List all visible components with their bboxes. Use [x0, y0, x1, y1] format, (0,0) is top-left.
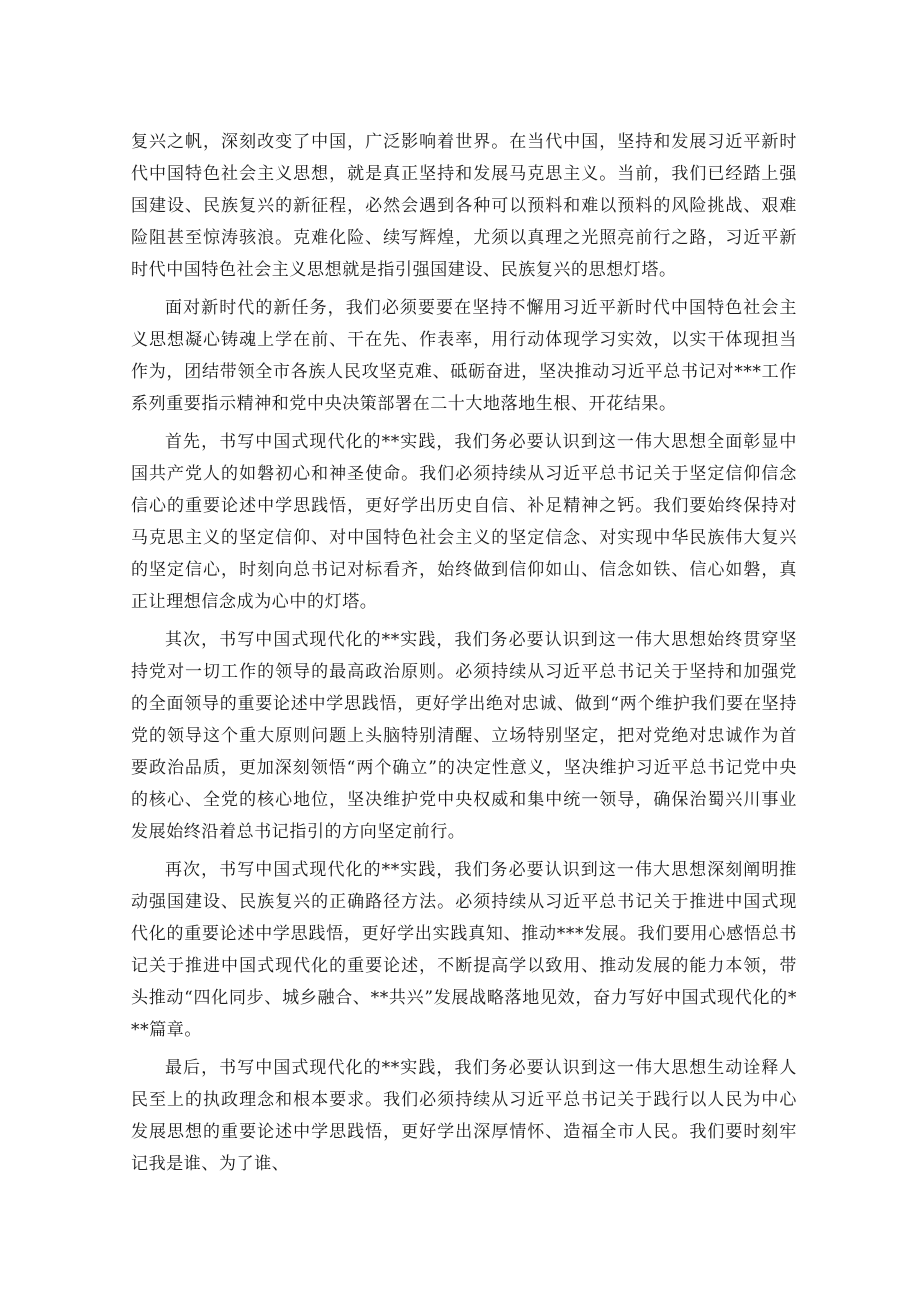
paragraph-3: 首先，书写中国式现代化的**实践，我们务必要认识到这一伟大思想全面彰显中国共产党人的如磐初心和神圣使命。我们必须持续从习近平总书记关于坚定信仰信念信心的重要论述中学思践悟，更好学出历史自信、补足精神之钙。我们要始终保持对马克思主义的坚定信仰、对中国特色社会主义的坚定信念、对实现中华民族伟大复兴的坚定信心，时刻向总书记对标看齐，始终做到信仰如山、信念如铁、信心如磐，真正让理想信念成为心中的灯塔。: [131, 432, 797, 612]
document-body: [131, 126, 797, 1180]
paragraph-2: 面对新时代的新任务，我们必须要要在坚持不懈用习近平新时代中国特色社会主义思想凝心铸魂上学在前、干在先、作表率，用行动体现学习实效，以实干体现担当作为，团结带领全市各族人民攻坚克难、砥砺奋进，坚决推动习近平总书记对***工作系列重要指示精神和党中央决策部署在二十大地落地生根、开花结果。: [131, 298, 797, 414]
paragraph-1: 复兴之帆，深刻改变了中国，广泛影响着世界。在当代中国，坚持和发展习近平新时代中国特色社会主义思想，就是真正坚持和发展马克思主义。当前，我们已经踏上强国建设、民族复兴的新征程，必然会遇到各种可以预料和难以预料的风险挑战、艰难险阻甚至惊涛骇浪。克难化险、续写辉煌，尤须以真理之光照亮前行之路，习近平新时代中国特色社会主义思想就是指引强国建设、民族复兴的思想灯塔。: [131, 132, 797, 280]
paragraph-6: 最后，书写中国式现代化的**实践，我们务必要认识到这一伟大思想生动诠释人民至上的执政理念和根本要求。我们必须持续从习近平总书记关于践行以人民为中心发展思想的重要论述中学思践悟，更好学出深厚情怀、造福全市人民。我们要时刻牢记我是谁、为了谁、: [131, 1058, 797, 1174]
paragraph-4: 其次，书写中国式现代化的**实践，我们务必要认识到这一伟大思想始终贯穿坚持党对一切工作的领导的最高政治原则。必须持续从习近平总书记关于坚持和加强党的全面领导的重要论述中学思践悟，更好学出绝对忠诚、做到“两个维护我们要在坚持党的领导这个重大原则问题上头脑特别清醒、立场特别坚定，把对党绝对忠诚作为首要政治品质，更加深刻领悟“两个确立”的决定性意义，坚决维护习近平总书记党中央的核心、全党的核心地位，坚决维护党中央权威和集中统一领导，确保治蜀兴川事业发展始终沿着总书记指引的方向坚定前行。: [131, 630, 797, 842]
paragraph-5: 再次，书写中国式现代化的**实践，我们务必要认识到这一伟大思想深刻阐明推动强国建设、民族复兴的正确路径方法。必须持续从习近平总书记关于推进中国式现代化的重要论述中学思践悟，更好学出实践真知、推动***发展。我们要用心感悟总书记关于推进中国式现代化的重要论述，不断提高学以致用、推动发展的能力本领，带头推动“四化同步、城乡融合、**共兴”发展战略落地见效，奋力写好中国式现代化的***篇章。: [131, 860, 797, 1040]
